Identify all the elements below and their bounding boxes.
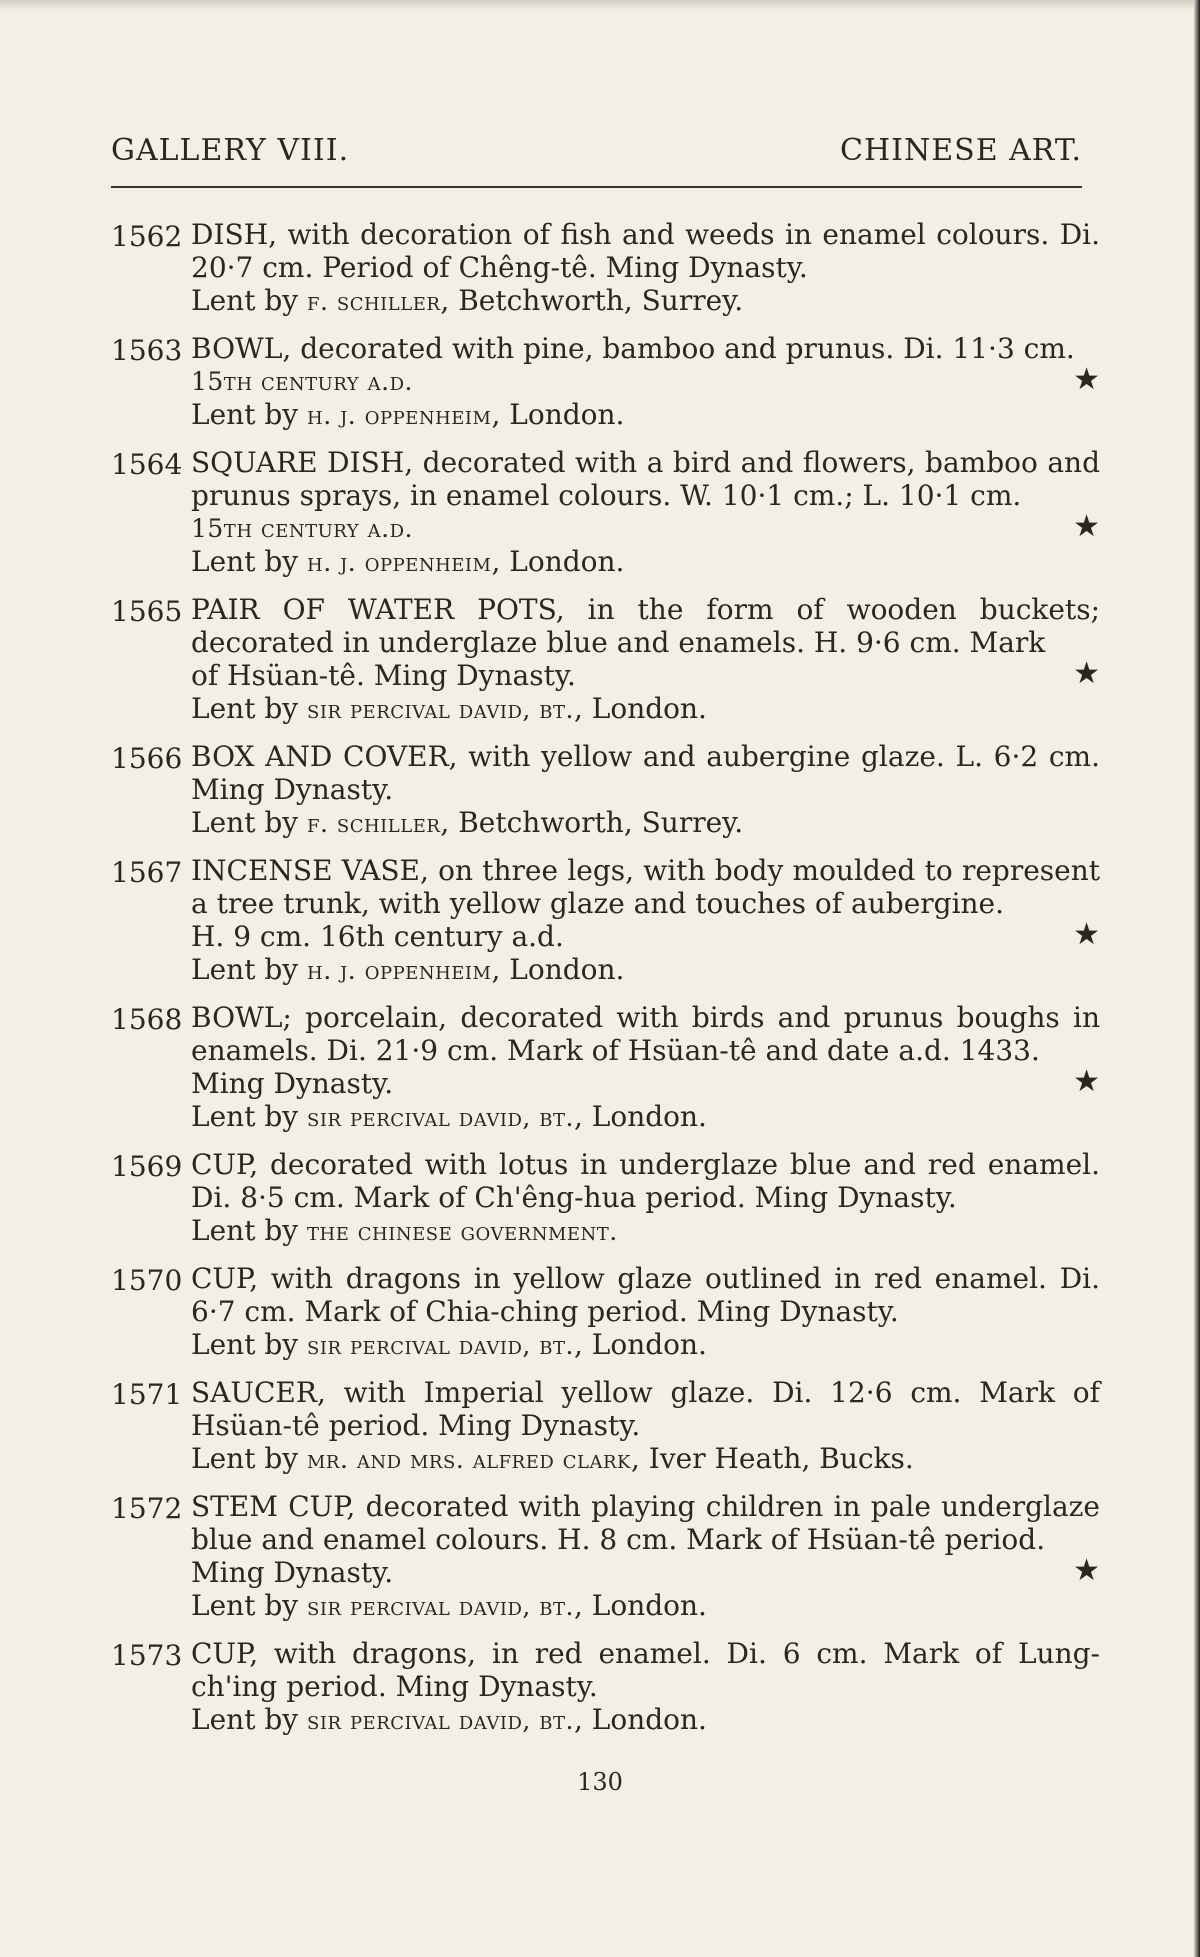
entry-description: SQUARE DISH, decorated with a bird and flowers, bamboo and prunus sprays, in enamel colours. W. 10·1 cm.; L. 10·1 cm.	[191, 446, 1100, 512]
lender-name: sir percival david, bt.	[307, 1103, 574, 1132]
catalogue-entry	[111, 218, 1100, 318]
star-icon: ★	[1073, 1064, 1100, 1099]
entry-number: 1563	[111, 334, 183, 367]
lender-location: , London.	[491, 545, 625, 578]
lent-by: Lent by	[191, 545, 299, 578]
entry-date-line	[191, 509, 1100, 545]
lent-by: Lent by	[191, 1703, 299, 1736]
catalogue-entry	[111, 1490, 1100, 1623]
entry-date-line	[191, 1553, 1100, 1589]
lent-by: Lent by	[191, 1328, 299, 1361]
star-icon: ★	[1073, 1553, 1100, 1588]
lender-name: f. schiller	[307, 809, 441, 838]
entry-body	[191, 446, 1100, 579]
lender-name: f. schiller	[307, 287, 441, 316]
entry-body	[191, 854, 1100, 987]
catalogue-entries	[111, 218, 1100, 1751]
entry-number: 1567	[111, 856, 183, 889]
lender-location: , London.	[573, 1100, 707, 1133]
entry-body	[191, 1148, 1100, 1248]
entry-description: DISH, with decoration of fish and weeds in enamel colours. Di. 20·7 cm. Period of Chêng-tê. Ming Dynasty.	[191, 218, 1100, 284]
entry-date: 15th century a.d.	[191, 514, 413, 543]
lent-by: Lent by	[191, 1100, 299, 1133]
entry-description: SAUCER, with Imperial yellow glaze. Di. 12·6 cm. Mark of Hsüan-tê period. Ming Dynasty.	[191, 1376, 1100, 1442]
catalogue-entry	[111, 1637, 1100, 1737]
entry-date-line	[191, 1064, 1100, 1100]
lender-name: sir percival david, bt.	[307, 695, 574, 724]
lender-location: , London.	[573, 1589, 707, 1622]
lent-by: Lent by	[191, 806, 299, 839]
lent-by: Lent by	[191, 692, 299, 725]
entry-body	[191, 740, 1100, 840]
header-section: CHINESE ART.	[840, 133, 1082, 168]
entry-description: INCENSE VASE, on three legs, with body moulded to represent a tree trunk, with yellow glaze and touches of aubergine.	[191, 854, 1100, 920]
star-icon: ★	[1073, 917, 1100, 952]
entry-number: 1572	[111, 1492, 183, 1525]
lent-by: Lent by	[191, 1589, 299, 1622]
entry-number: 1570	[111, 1264, 183, 1297]
lent-by: Lent by	[191, 1214, 299, 1247]
star-icon: ★	[1073, 362, 1100, 397]
entry-number: 1562	[111, 220, 183, 253]
entry-date-line	[191, 917, 1100, 953]
lender-location: , London.	[491, 398, 625, 431]
catalogue-entry	[111, 593, 1100, 726]
lender-name: sir percival david, bt.	[307, 1592, 574, 1621]
catalogue-entry	[111, 1376, 1100, 1476]
entry-date-line	[191, 656, 1100, 692]
entry-number: 1566	[111, 742, 183, 775]
entry-body	[191, 1637, 1100, 1737]
entry-date-line	[191, 362, 1100, 398]
entry-lender-line	[191, 1214, 1100, 1248]
lender-location: , Iver Heath, Bucks.	[630, 1442, 914, 1475]
entry-description: BOWL; porcelain, decorated with birds and prunus boughs in enamels. Di. 21·9 cm. Mark of Hsüan-tê and date a.d. 1433.	[191, 1001, 1100, 1067]
lender-name: the chinese government.	[307, 1217, 618, 1246]
entry-date: of Hsüan-tê. Ming Dynasty.	[191, 659, 576, 692]
lender-location: , London.	[573, 1703, 707, 1736]
entry-description: CUP, with dragons in yellow glaze outlined in red enamel. Di. 6·7 cm. Mark of Chia-ching period. Ming Dynasty.	[191, 1262, 1100, 1328]
running-header	[111, 133, 1082, 188]
page-number: 130	[577, 1768, 623, 1796]
entry-number: 1573	[111, 1639, 183, 1672]
entry-date: Ming Dynasty.	[191, 1067, 394, 1100]
entry-body	[191, 593, 1100, 726]
entry-body	[191, 1376, 1100, 1476]
lender-name: sir percival david, bt.	[307, 1331, 574, 1360]
lender-location: , London.	[573, 1328, 707, 1361]
header-gallery: GALLERY VIII.	[111, 133, 350, 168]
catalogue-entry	[111, 1262, 1100, 1362]
entry-lender-line	[191, 398, 1100, 432]
entry-lender-line	[191, 1442, 1100, 1476]
entry-lender-line	[191, 1589, 1100, 1623]
entry-description: BOX AND COVER, with yellow and aubergine glaze. L. 6·2 cm. Ming Dynasty.	[191, 740, 1100, 806]
entry-number: 1571	[111, 1378, 183, 1411]
lent-by: Lent by	[191, 953, 299, 986]
star-icon: ★	[1073, 509, 1100, 544]
entry-description: CUP, decorated with lotus in underglaze blue and red enamel. Di. 8·5 cm. Mark of Ch'êng-hua period. Ming Dynasty.	[191, 1148, 1100, 1214]
catalogue-entry	[111, 446, 1100, 579]
entry-number: 1565	[111, 595, 183, 628]
page-edge	[1194, 0, 1200, 1957]
entry-number: 1569	[111, 1150, 183, 1183]
catalogue-entry	[111, 1001, 1100, 1134]
catalogue-entry	[111, 1148, 1100, 1248]
entry-description: BOWL, decorated with pine, bamboo and prunus. Di. 11·3 cm.	[191, 332, 1075, 365]
entry-lender-line	[191, 284, 1100, 318]
entry-body	[191, 218, 1100, 318]
lender-location: , Betchworth, Surrey.	[440, 806, 744, 839]
entry-date: Ming Dynasty.	[191, 1556, 394, 1589]
entry-description: PAIR OF WATER POTS, in the form of wooden buckets; decorated in underglaze blue and enamels. H. 9·6 cm. Mark	[191, 593, 1100, 659]
entry-lender-line	[191, 806, 1100, 840]
entry-lender-line	[191, 1703, 1100, 1737]
entry-body	[191, 1490, 1100, 1623]
catalogue-entry	[111, 332, 1100, 432]
lent-by: Lent by	[191, 1442, 299, 1475]
lender-name: h. j. oppenheim	[307, 956, 492, 985]
entry-description: CUP, with dragons, in red enamel. Di. 6 cm. Mark of Lung-ch'ing period. Ming Dynasty.	[191, 1637, 1100, 1703]
lender-name: h. j. oppenheim	[307, 401, 492, 430]
entry-lender-line	[191, 692, 1100, 726]
lender-location: , London.	[491, 953, 625, 986]
entry-number: 1568	[111, 1003, 183, 1036]
lender-location: , Betchworth, Surrey.	[440, 284, 744, 317]
lender-name: h. j. oppenheim	[307, 548, 492, 577]
entry-date: 15th century a.d.	[191, 367, 413, 396]
entry-lender-line	[191, 545, 1100, 579]
star-icon: ★	[1073, 656, 1100, 691]
entry-body	[191, 1262, 1100, 1362]
entry-lender-line	[191, 1328, 1100, 1362]
entry-description: STEM CUP, decorated with playing children in pale underglaze blue and enamel colours. H. 8 cm. Mark of Hsüan-tê period.	[191, 1490, 1100, 1556]
entry-lender-line	[191, 953, 1100, 987]
lender-location: , London.	[573, 692, 707, 725]
entry-body	[191, 332, 1100, 432]
entry-body	[191, 1001, 1100, 1134]
entry-date: H. 9 cm. 16th century a.d.	[191, 920, 564, 953]
entry-number: 1564	[111, 448, 183, 481]
lent-by: Lent by	[191, 284, 299, 317]
lender-name: mr. and mrs. alfred clark	[307, 1445, 631, 1474]
catalogue-entry	[111, 740, 1100, 840]
lent-by: Lent by	[191, 398, 299, 431]
lender-name: sir percival david, bt.	[307, 1706, 574, 1735]
page-top-shadow	[0, 0, 1200, 10]
catalogue-entry	[111, 854, 1100, 987]
entry-lender-line	[191, 1100, 1100, 1134]
